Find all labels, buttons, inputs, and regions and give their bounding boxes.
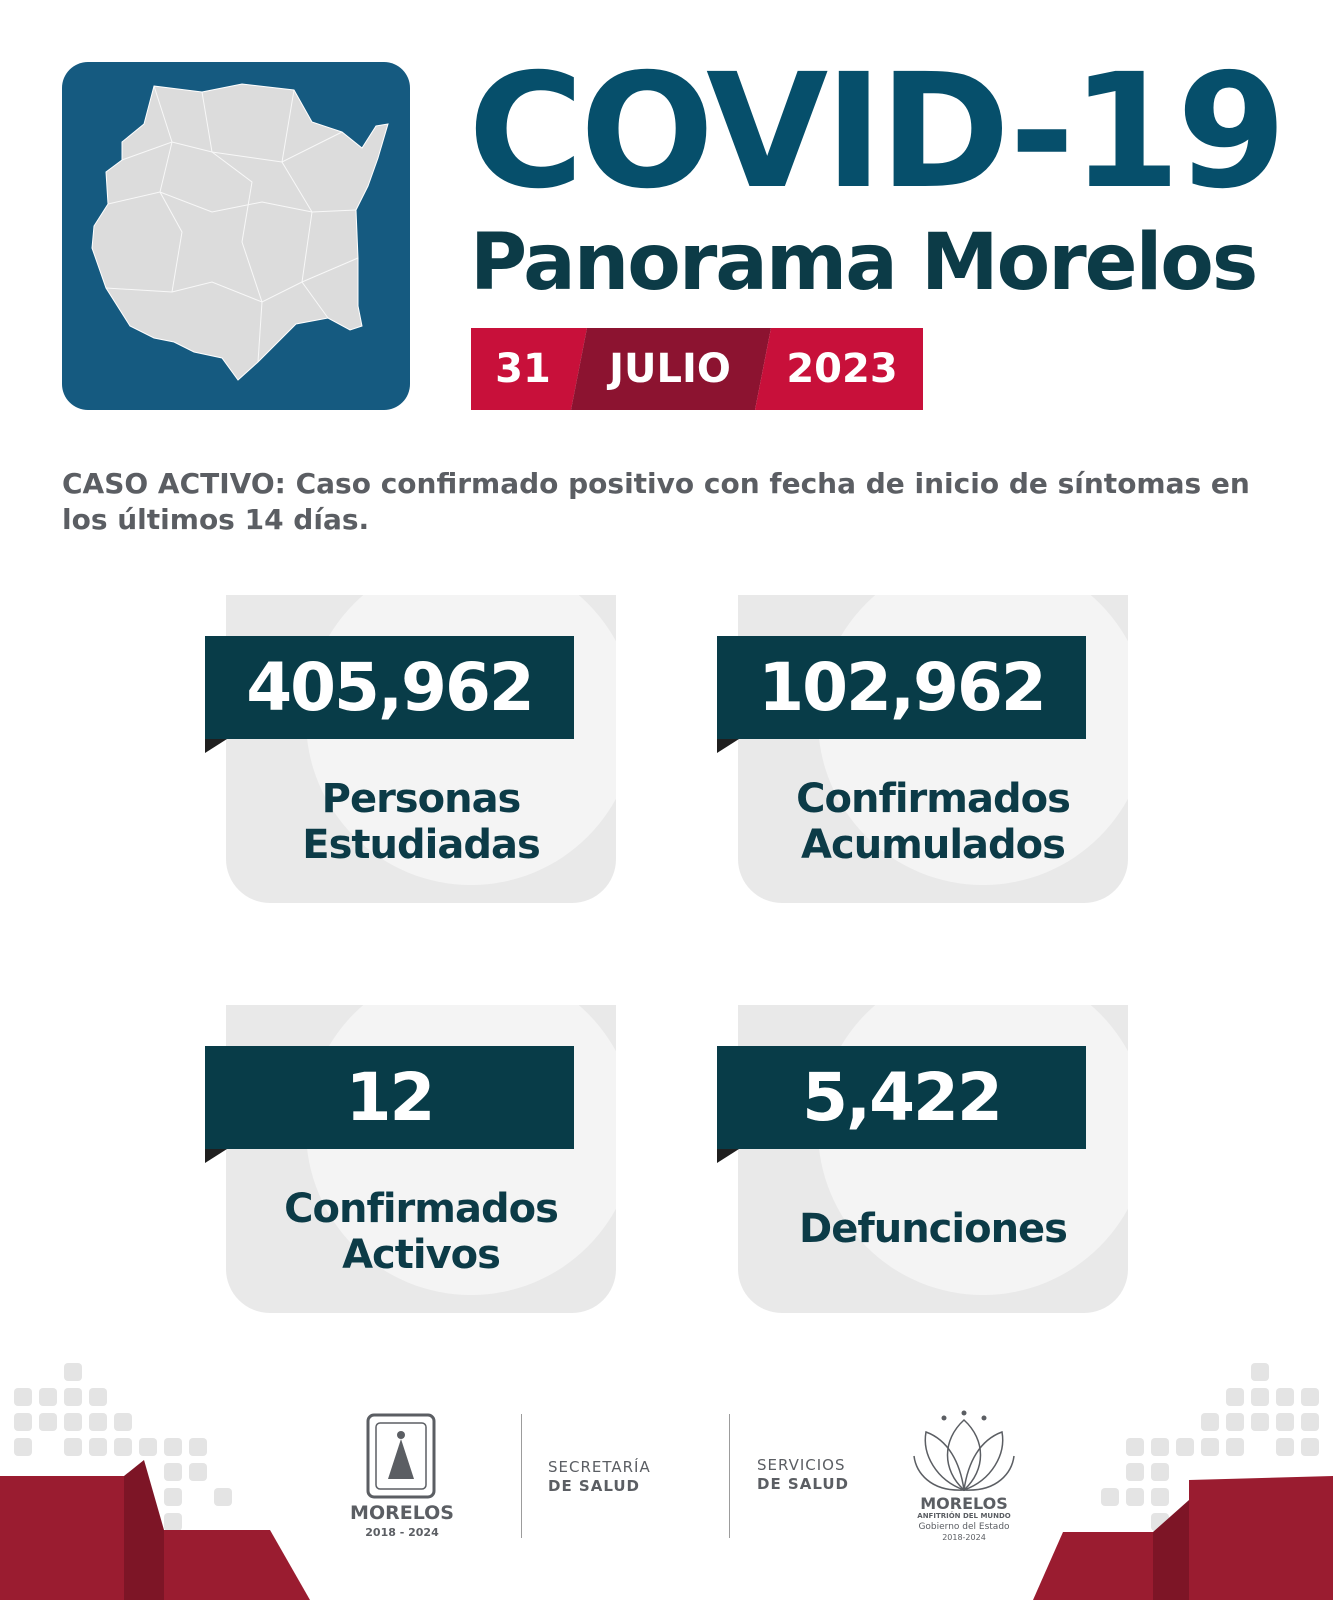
morelos-anfitrion-name: MORELOS [920,1494,1008,1513]
active-case-definition: CASO ACTIVO: Caso confirmado positivo con fecha de inicio de síntomas en los últimos 14 días. [62,467,1250,536]
stat-label-line: Confirmados [796,776,1070,822]
stat-label-line: Defunciones [798,1206,1067,1252]
stat-value: 5,422 [802,1059,1001,1136]
page-title: COVID-19 [468,40,1283,224]
morelos-coat-of-arms-icon [366,1413,436,1499]
date-bar [471,328,923,410]
morelos-lotus-icon [912,1410,1016,1496]
morelos-anfitrion-gov: Gobierno del Estado [918,1522,1010,1532]
footer-decoration-right [1013,1360,1333,1600]
stat-value: 102,962 [758,649,1045,726]
footer-divider [729,1414,730,1538]
stat-value-bar [205,1046,574,1149]
morelos-anfitrion-years: 2018-2024 [942,1533,986,1542]
date-year: 2023 [786,346,898,392]
stat-value: 405,962 [246,649,533,726]
stat-label-line: Activos [342,1232,500,1278]
page-subtitle: Panorama Morelos [470,218,1257,308]
stat-label-line: Acumulados [801,822,1065,868]
stat-label [226,1186,616,1278]
stat-value: 12 [345,1059,434,1136]
stat-value-bar [717,636,1086,739]
stat-label-line: Personas [321,776,521,822]
morelos-logo-name: MORELOS [350,1502,454,1524]
morelos-anfitrion-tagline: ANFITRIÓN DEL MUNDO [917,1512,1011,1520]
date-month: JULIO [609,346,731,392]
stat-label [226,776,616,868]
servicios-line1: SERVICIOS [757,1456,846,1474]
stat-label-line: Estudiadas [302,822,540,868]
servicios-line2: DE SALUD [757,1475,849,1493]
stat-value-bar [205,636,574,739]
footer-divider [521,1414,522,1538]
footer-decoration-left [0,1360,320,1600]
stat-value-bar [717,1046,1086,1149]
stat-label [738,1206,1128,1252]
morelos-logo-years: 2018 - 2024 [365,1526,439,1539]
stat-label [738,776,1128,868]
date-day: 31 [495,346,551,392]
morelos-map-icon [62,62,410,410]
secretaria-line2: DE SALUD [548,1477,640,1495]
secretaria-line1: SECRETARÍA [548,1458,651,1476]
stat-label-line: Confirmados [284,1186,558,1232]
